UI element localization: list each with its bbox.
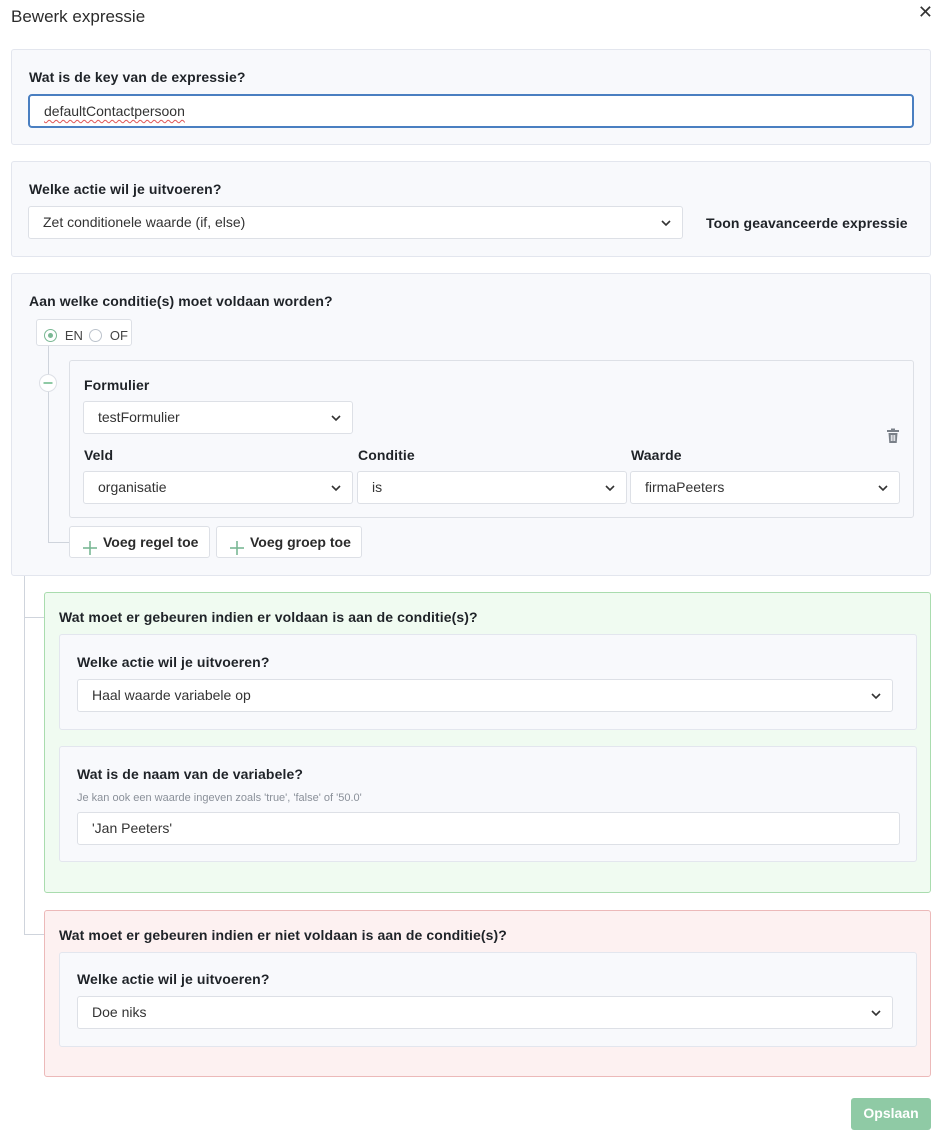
- chevron-down-icon: [660, 217, 672, 229]
- else-label: Wat moet er gebeuren indien er niet voldaan is aan de conditie(s)?: [59, 927, 507, 943]
- then-action-panel: [59, 634, 917, 730]
- formulier-label: Formulier: [84, 377, 150, 393]
- waarde-select[interactable]: [630, 471, 900, 504]
- then-variable-panel: [59, 746, 917, 862]
- tree-connector-branch: [48, 542, 70, 543]
- save-button[interactable]: Opslaan: [851, 1098, 931, 1130]
- action-panel: [11, 161, 931, 257]
- else-action-label: Welke actie wil je uitvoeren?: [77, 971, 270, 987]
- else-action-panel: [59, 952, 917, 1047]
- operator-en-label: EN: [64, 327, 83, 343]
- minus-icon[interactable]: [39, 374, 57, 392]
- formulier-select-value: testFormulier: [98, 409, 180, 425]
- action-select-value: Zet conditionele waarde (if, else): [43, 214, 246, 230]
- advanced-expression-link[interactable]: Toon geavanceerde expressie: [706, 215, 908, 231]
- waarde-select-value: firmaPeeters: [645, 479, 725, 495]
- key-label: Wat is de key van de expressie?: [29, 69, 246, 85]
- radio-en[interactable]: [44, 329, 57, 342]
- add-rule-button[interactable]: [69, 526, 210, 558]
- add-group-label: Voeg groep toe: [250, 534, 351, 550]
- key-input[interactable]: [28, 94, 914, 128]
- veld-select-value: organisatie: [98, 479, 167, 495]
- chevron-down-icon: [604, 482, 616, 494]
- chevron-down-icon: [330, 412, 342, 424]
- then-action-label: Welke actie wil je uitvoeren?: [77, 654, 270, 670]
- then-label: Wat moet er gebeuren indien er voldaan is aan de conditie(s)?: [59, 609, 478, 625]
- else-panel: [44, 910, 931, 1077]
- variable-input[interactable]: [77, 812, 900, 845]
- branch-connector-then: [24, 617, 44, 618]
- plus-icon: [230, 535, 244, 549]
- add-rule-label: Voeg regel toe: [103, 534, 199, 550]
- operator-of[interactable]: [89, 326, 128, 343]
- key-panel: [11, 49, 931, 145]
- condition-rule: [69, 360, 914, 518]
- branch-connector: [24, 576, 25, 934]
- chevron-down-icon: [870, 1007, 882, 1019]
- waarde-label: Waarde: [631, 447, 682, 463]
- close-icon[interactable]: ✕: [917, 2, 933, 22]
- radio-of[interactable]: [89, 329, 102, 342]
- conditie-label: Conditie: [358, 447, 415, 463]
- chevron-down-icon: [330, 482, 342, 494]
- action-label: Welke actie wil je uitvoeren?: [29, 181, 222, 197]
- action-select[interactable]: [28, 206, 683, 239]
- chevron-down-icon: [877, 482, 889, 494]
- operator-of-label: OF: [109, 327, 128, 343]
- variable-input-value: 'Jan Peeters': [92, 820, 173, 836]
- operator-en[interactable]: [44, 326, 83, 343]
- conditie-select-value: is: [372, 479, 383, 495]
- condition-panel: [11, 273, 931, 576]
- veld-label: Veld: [84, 447, 114, 463]
- then-panel: [44, 592, 931, 893]
- trash-icon[interactable]: [886, 428, 900, 444]
- else-action-select-value: Doe niks: [92, 1004, 147, 1020]
- key-input-value: defaultContactpersoon: [44, 103, 185, 119]
- then-action-select[interactable]: [77, 679, 893, 712]
- operator-radio-group: [36, 319, 132, 346]
- plus-icon: [83, 535, 97, 549]
- then-action-select-value: Haal waarde variabele op: [92, 687, 251, 703]
- formulier-select[interactable]: [83, 401, 353, 434]
- else-action-select[interactable]: [77, 996, 893, 1029]
- variable-help: Je kan ook een waarde ingeven zoals 'true', 'false' of '50.0': [77, 792, 362, 804]
- variable-label: Wat is de naam van de variabele?: [77, 766, 303, 782]
- add-group-button[interactable]: [216, 526, 362, 558]
- conditie-select[interactable]: [357, 471, 627, 504]
- branch-connector-else: [24, 934, 44, 935]
- chevron-down-icon: [870, 690, 882, 702]
- condition-label: Aan welke conditie(s) moet voldaan worden?: [29, 293, 333, 309]
- dialog-title: Bewerk expressie: [11, 7, 146, 26]
- veld-select[interactable]: [83, 471, 353, 504]
